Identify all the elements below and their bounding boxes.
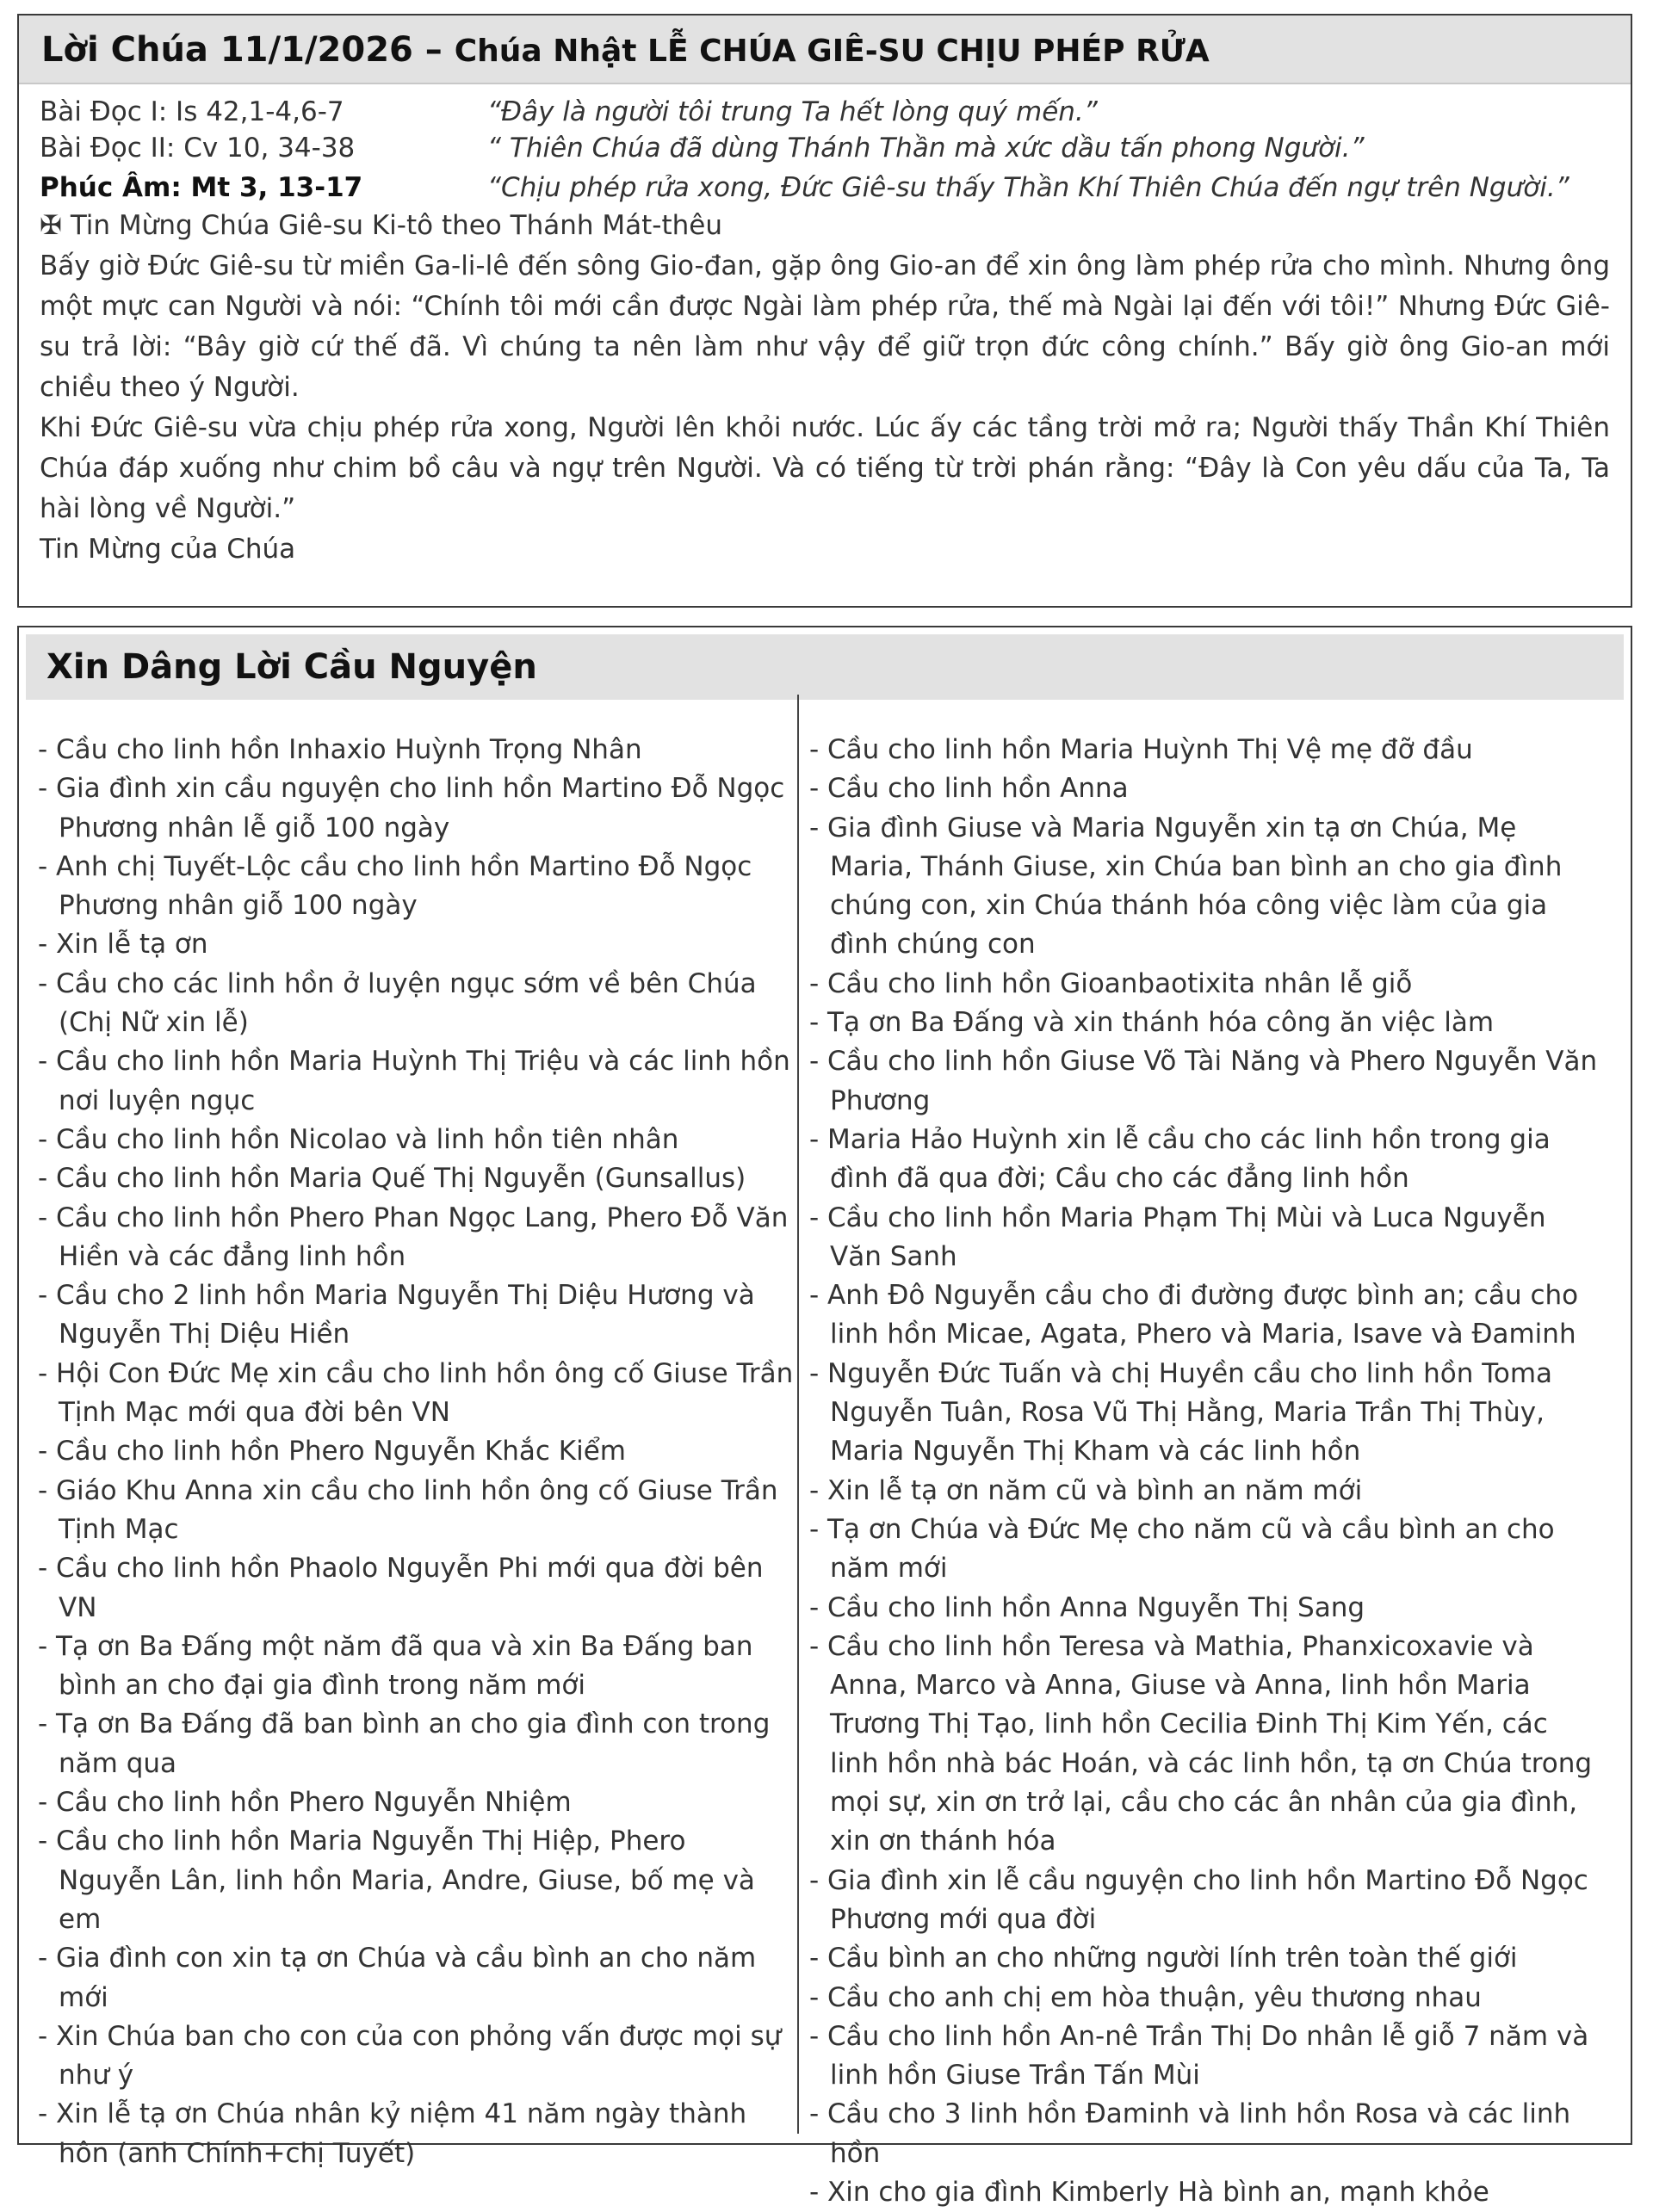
reading-quote: “ Thiên Chúa đã dùng Thánh Thần mà xức dầu tấn phong Người.”: [487, 133, 1365, 164]
prayer-intention: - Cầu cho 2 linh hồn Maria Nguyễn Thị Diệu Hương và Nguyễn Thị Diệu Hiền: [38, 1280, 755, 1350]
prayer-intention: - Cầu cho linh hồn Gioanbaotixita nhân lễ giỗ: [809, 967, 1413, 999]
prayer-intention: - Cầu cho các linh hồn ở luyện ngục sớm về bên Chúa (Chị Nữ xin lễ): [38, 967, 757, 1039]
gospel-title: ✠ Tin Mừng Chúa Giê-su Ki-tô theo Thánh Mát-thêu: [40, 210, 722, 241]
prayer-intention: - Cầu cho linh hồn Anna: [809, 773, 1129, 805]
prayer-intention: - Cầu cho linh hồn Nicolao và linh hồn tiên nhân: [38, 1123, 679, 1155]
prayer-intention: - Gia đình con xin tạ ơn Chúa và cầu bình an cho năm mới: [38, 1943, 757, 2013]
prayer-intention: - Cầu cho linh hồn Phero Nguyễn Nhiệm: [38, 1787, 572, 1819]
prayer-intention: - Hội Con Đức Mẹ xin cầu cho linh hồn ông cố Giuse Trần Tịnh Mạc mới qua đời bên VN: [38, 1357, 794, 1429]
prayer-intention: - Cầu cho linh hồn Maria Nguyễn Thị Hiệp, Phero Nguyễn Lân, linh hồn Maria, Andre, Giuse, bố mẹ và em: [38, 1826, 755, 1935]
prayer-intention: - Cầu cho linh hồn Anna Nguyễn Thị Sang: [809, 1591, 1365, 1623]
reading-ref: Phúc Âm: Mt 3, 13-17: [40, 172, 363, 203]
prayer-section: [17, 626, 1632, 2208]
reading-title-sub: Chúa Nhật LỄ CHÚA GIÊ-SU CHỊU PHÉP RỬA: [454, 34, 1210, 69]
second-reading: [40, 131, 1365, 165]
gospel-text: [40, 208, 1610, 570]
gospel-closing: Tin Mừng của Chúa: [40, 534, 296, 565]
prayer-intention: - Gia đình xin lễ cầu nguyện cho linh hồn Martino Đỗ Ngọc Phương mới qua đời: [809, 1864, 1588, 1935]
reading-ref: Bài Đọc II: Cv 10, 34-38: [40, 133, 356, 164]
prayer-intention: - Cầu cho linh hồn Maria Quế Thị Nguyễn (Gunsallus): [38, 1163, 746, 1195]
prayer-intention: - Cầu cho linh hồn Maria Huỳnh Thị Triệu và các linh hồn nơi luyện ngục: [38, 1046, 790, 1116]
prayer-intention: - Cầu cho linh hồn Inhaxio Huỳnh Trọng Nhân: [38, 734, 642, 765]
gospel-paragraph: Bấy giờ Đức Giê-su từ miền Ga-li-lê đến sông Gio-đan, gặp ông Gio-an để xin ông làm phép rửa cho mình. Nhưng ông một mực can Người và nói: “Chính tôi mới cần được Ngài làm phép rửa, thế mà Ngài lại đến với tôi!” Nhưng Đức Giê-su trả lời: “Bây giờ cứ thế đã. Vì chúng ta nên làm như vậy để giữ trọn đức công chính.” Bấy giờ ông Gio-an mới chiều theo ý Người.: [40, 250, 1610, 403]
prayer-intention: - Xin lễ tạ ơn: [38, 929, 208, 961]
first-reading: [40, 95, 1098, 129]
prayer-intention: - Nguyễn Đức Tuấn và chị Huyền cầu cho linh hồn Toma Nguyễn Tuân, Rosa Vũ Thị Hằng, Maria Trần Thị Thùy, Maria Nguyễn Thị Kham và các linh hồn: [809, 1357, 1553, 1467]
reading-header: [19, 15, 1631, 84]
prayer-intention: - Cầu cho linh hồn Giuse Võ Tài Năng và Phero Nguyễn Văn Phương: [809, 1046, 1598, 1116]
prayer-intention: - Xin lễ tạ ơn Chúa nhân kỷ niệm 41 năm ngày thành hôn (anh Chính+chị Tuyết): [38, 2098, 747, 2169]
prayer-header: [26, 634, 1624, 700]
prayer-intention: - Cầu cho linh hồn Maria Phạm Thị Mùi và Luca Nguyễn Văn Sanh: [809, 1202, 1546, 1272]
prayer-intention: - Xin Chúa ban cho con của con phỏng vấn được mọi sự như ý: [38, 2020, 782, 2092]
column-divider: [797, 695, 799, 2134]
prayer-intention: - Anh Đô Nguyễn cầu cho đi đường được bình an; cầu cho linh hồn Micae, Agata, Phero và Maria, Isave và Đaminh: [809, 1280, 1579, 1350]
reading-ref: Bài Đọc I: Is 42,1-4,6-7: [40, 96, 344, 127]
prayer-title: Xin Dâng Lời Cầu Nguyện: [46, 647, 537, 687]
prayer-intention: - Cầu cho linh hồn Phero Nguyễn Khắc Kiểm: [38, 1436, 626, 1467]
prayer-intention: - Xin cho gia đình Kimberly Hà bình an, mạnh khỏe: [809, 2176, 1489, 2208]
prayer-intention: - Cầu cho linh hồn An-nê Trần Thị Do nhân lễ giỗ 7 năm và linh hồn Giuse Trần Tấn Mùi: [809, 2020, 1589, 2092]
prayer-list-right: [809, 731, 1601, 2212]
prayer-intention: - Cầu cho anh chị em hòa thuận, yêu thương nhau: [809, 1981, 1482, 2013]
prayer-intention: - Tạ ơn Chúa và Đức Mẹ cho năm cũ và cầu bình an cho năm mới: [809, 1513, 1555, 1585]
prayer-intention: - Cầu cho linh hồn Phaolo Nguyễn Phi mới qua đời bên VN: [38, 1553, 764, 1623]
prayer-intention: - Cầu cho linh hồn Teresa và Mathia, Phanxicoxavie và Anna, Marco và Anna, Giuse và Anna, linh hồn Maria Trương Thị Tạo, linh hồn Cecilia Đinh Thị Kim Yến, các linh hồn nhà bác Hoán, và các linh hồn, tạ ơn Chúa trong mọi sự, xin ơn trở lại, cầu cho các ân nhân của gia đình, xin ơn thánh hóa: [809, 1630, 1593, 1857]
reading-quote: “Chịu phép rửa xong, Đức Giê-su thấy Thần Khí Thiên Chúa đến ngự trên Người.”: [487, 172, 1569, 203]
gospel-paragraph: Khi Đức Giê-su vừa chịu phép rửa xong, Người lên khỏi nước. Lúc ấy các tầng trời mở ra; Người thấy Thần Khí Thiên Chúa đáp xuống như chim bồ câu và ngự trên Người. Và có tiếng từ trời phán rằng: “Đây là Con yêu dấu của Ta, Ta hài lòng về Người.”: [40, 412, 1610, 524]
prayer-intention: - Cầu cho linh hồn Phero Phan Ngọc Lang, Phero Đỗ Văn Hiền và các đẳng linh hồn: [38, 1202, 789, 1272]
prayer-intention: - Tạ ơn Ba Đấng đã ban bình an cho gia đình con trong năm qua: [38, 1708, 771, 1779]
reading-title-main: Lời Chúa 11/1/2026 –: [41, 30, 455, 70]
prayer-intention: - Cầu cho linh hồn Maria Huỳnh Thị Vệ mẹ đỡ đầu: [809, 734, 1473, 765]
prayer-intention: - Giáo Khu Anna xin cầu cho linh hồn ông cố Giuse Trần Tịnh Mạc: [38, 1474, 778, 1545]
prayer-intention: - Tạ ơn Ba Đấng một năm đã qua và xin Ba Đấng ban bình an cho đại gia đình trong năm mới: [38, 1630, 753, 1702]
prayer-intention: - Tạ ơn Ba Đấng và xin thánh hóa công ăn việc làm: [809, 1007, 1495, 1039]
prayer-list-left: [38, 731, 796, 2173]
gospel-reading: [40, 170, 1569, 205]
prayer-intention: - Anh chị Tuyết-Lộc cầu cho linh hồn Martino Đỗ Ngọc Phương nhân giỗ 100 ngày: [38, 850, 752, 922]
prayer-intention: - Cầu cho 3 linh hồn Đaminh và linh hồn Rosa và các linh hồn: [809, 2098, 1571, 2169]
prayer-intention: - Gia đình xin cầu nguyện cho linh hồn Martino Đỗ Ngọc Phương nhân lễ giỗ 100 ngày: [38, 773, 785, 843]
reading-section: [17, 14, 1632, 608]
reading-title: [41, 29, 1210, 72]
prayer-intention: - Gia đình Giuse và Maria Nguyễn xin tạ ơn Chúa, Mẹ Maria, Thánh Giuse, xin Chúa ban bình an cho gia đình chúng con, xin Chúa thánh hóa công việc làm của gia đình chúng con: [809, 812, 1563, 961]
reading-quote: “Đây là người tôi trung Ta hết lòng quý mến.”: [487, 96, 1098, 127]
prayer-intention: - Maria Hảo Huỳnh xin lễ cầu cho các linh hồn trong gia đình đã qua đời; Cầu cho các đẳng linh hồn: [809, 1123, 1551, 1195]
prayer-intention: - Xin lễ tạ ơn năm cũ và bình an năm mới: [809, 1474, 1363, 1506]
prayer-intention: - Cầu bình an cho những người lính trên toàn thế giới: [809, 1943, 1518, 1974]
